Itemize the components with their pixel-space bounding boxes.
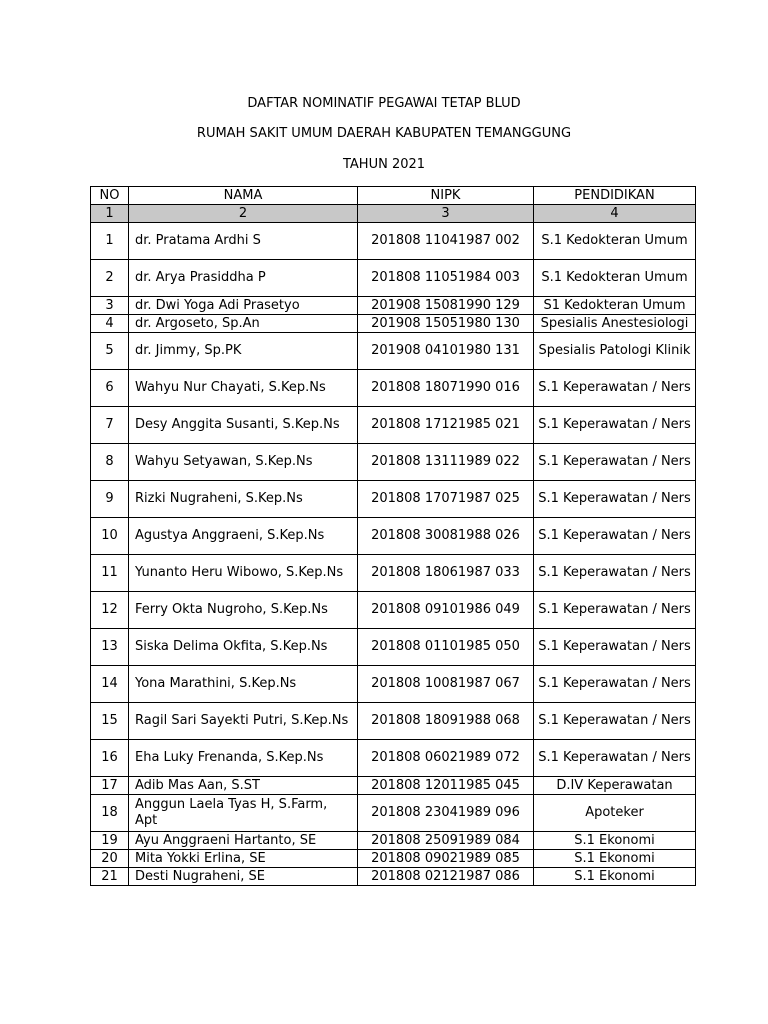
- table-row: [91, 666, 696, 703]
- row-number: 14: [91, 666, 129, 703]
- employee-name: Ferry Okta Nugroho, S.Kep.Ns: [129, 592, 358, 629]
- employee-education: S.1 Keperawatan / Ners: [534, 592, 696, 629]
- employee-nipk: 201808 09021989 085: [358, 850, 534, 868]
- employee-name: dr. Pratama Ardhi S: [129, 223, 358, 260]
- employee-nipk: 201808 13111989 022: [358, 444, 534, 481]
- row-number: 17: [91, 777, 129, 795]
- table-row: [91, 850, 696, 868]
- employee-table: [90, 186, 696, 886]
- row-number: 13: [91, 629, 129, 666]
- row-number: 15: [91, 703, 129, 740]
- employee-name: dr. Argoseto, Sp.An: [129, 315, 358, 333]
- table-row: [91, 223, 696, 260]
- employee-nipk: 201808 11051984 003: [358, 260, 534, 297]
- employee-education: S.1 Ekonomi: [534, 850, 696, 868]
- document-title-line-2: RUMAH SAKIT UMUM DAERAH KABUPATEN TEMANGGUNG: [196, 126, 572, 141]
- employee-nipk: 201808 23041989 096: [358, 795, 534, 832]
- row-number: 18: [91, 795, 129, 832]
- employee-education: D.IV Keperawatan: [534, 777, 696, 795]
- employee-nipk: 201808 12011985 045: [358, 777, 534, 795]
- employee-education: S.1 Keperawatan / Ners: [534, 370, 696, 407]
- table-row: [91, 297, 696, 315]
- employee-name: dr. Jimmy, Sp.PK: [129, 333, 358, 370]
- employee-education: S.1 Ekonomi: [534, 868, 696, 886]
- employee-nipk: 201808 10081987 067: [358, 666, 534, 703]
- employee-education: S.1 Keperawatan / Ners: [534, 481, 696, 518]
- table-row: [91, 868, 696, 886]
- row-number: 3: [91, 297, 129, 315]
- table-header-row: [91, 187, 696, 205]
- table-row: [91, 832, 696, 850]
- header-nama: NAMA: [129, 187, 358, 205]
- employee-name: dr. Dwi Yoga Adi Prasetyo: [129, 297, 358, 315]
- column-number: 2: [129, 205, 358, 223]
- employee-education: Apoteker: [534, 795, 696, 832]
- employee-education: S.1 Keperawatan / Ners: [534, 740, 696, 777]
- employee-name: Wahyu Setyawan, S.Kep.Ns: [129, 444, 358, 481]
- document-title-line-1: DAFTAR NOMINATIF PEGAWAI TETAP BLUD: [247, 96, 521, 111]
- employee-nipk: 201808 02121987 086: [358, 868, 534, 886]
- employee-name: Wahyu Nur Chayati, S.Kep.Ns: [129, 370, 358, 407]
- employee-nipk: 201808 09101986 049: [358, 592, 534, 629]
- table-row: [91, 555, 696, 592]
- employee-education: Spesialis Anestesiologi: [534, 315, 696, 333]
- row-number: 4: [91, 315, 129, 333]
- row-number: 5: [91, 333, 129, 370]
- header-pendidikan: PENDIDIKAN: [534, 187, 696, 205]
- row-number: 9: [91, 481, 129, 518]
- employee-name: Mita Yokki Erlina, SE: [129, 850, 358, 868]
- row-number: 8: [91, 444, 129, 481]
- employee-nipk: 201808 17071987 025: [358, 481, 534, 518]
- column-number: 3: [358, 205, 534, 223]
- employee-nipk: 201808 18071990 016: [358, 370, 534, 407]
- table-row: [91, 260, 696, 297]
- employee-education: Spesialis Patologi Klinik: [534, 333, 696, 370]
- column-number-row: [91, 205, 696, 223]
- employee-nipk: 201908 15051980 130: [358, 315, 534, 333]
- employee-name: Desy Anggita Susanti, S.Kep.Ns: [129, 407, 358, 444]
- table-row: [91, 740, 696, 777]
- row-number: 7: [91, 407, 129, 444]
- row-number: 1: [91, 223, 129, 260]
- table-row: [91, 795, 696, 832]
- employee-nipk: 201808 17121985 021: [358, 407, 534, 444]
- row-number: 21: [91, 868, 129, 886]
- employee-nipk: 201908 15081990 129: [358, 297, 534, 315]
- row-number: 6: [91, 370, 129, 407]
- employee-name: Agustya Anggraeni, S.Kep.Ns: [129, 518, 358, 555]
- employee-nipk: 201908 04101980 131: [358, 333, 534, 370]
- table-row: [91, 315, 696, 333]
- employee-education: S.1 Kedokteran Umum: [534, 260, 696, 297]
- employee-nipk: 201808 11041987 002: [358, 223, 534, 260]
- row-number: 20: [91, 850, 129, 868]
- header-nipk: NIPK: [358, 187, 534, 205]
- employee-education: S1 Kedokteran Umum: [534, 297, 696, 315]
- employee-name: Desti Nugraheni, SE: [129, 868, 358, 886]
- employee-education: S.1 Keperawatan / Ners: [534, 518, 696, 555]
- column-number: 1: [91, 205, 129, 223]
- employee-education: S.1 Keperawatan / Ners: [534, 444, 696, 481]
- row-number: 19: [91, 832, 129, 850]
- table-row: [91, 444, 696, 481]
- employee-nipk: 201808 18091988 068: [358, 703, 534, 740]
- employee-name: Eha Luky Frenanda, S.Kep.Ns: [129, 740, 358, 777]
- employee-education: S.1 Ekonomi: [534, 832, 696, 850]
- employee-nipk: 201808 25091989 084: [358, 832, 534, 850]
- employee-name: Yunanto Heru Wibowo, S.Kep.Ns: [129, 555, 358, 592]
- table-row: [91, 518, 696, 555]
- employee-nipk: 201808 06021989 072: [358, 740, 534, 777]
- employee-education: S.1 Keperawatan / Ners: [534, 555, 696, 592]
- employee-name: Anggun Laela Tyas H, S.Farm, Apt: [129, 795, 358, 832]
- table-row: [91, 333, 696, 370]
- row-number: 16: [91, 740, 129, 777]
- employee-nipk: 201808 18061987 033: [358, 555, 534, 592]
- employee-name: Ayu Anggraeni Hartanto, SE: [129, 832, 358, 850]
- employee-name: Rizki Nugraheni, S.Kep.Ns: [129, 481, 358, 518]
- employee-education: S.1 Keperawatan / Ners: [534, 629, 696, 666]
- employee-education: S.1 Keperawatan / Ners: [534, 407, 696, 444]
- row-number: 12: [91, 592, 129, 629]
- row-number: 11: [91, 555, 129, 592]
- employee-name: Adib Mas Aan, S.ST: [129, 777, 358, 795]
- employee-name: dr. Arya Prasiddha P: [129, 260, 358, 297]
- table-row: [91, 481, 696, 518]
- employee-name: Yona Marathini, S.Kep.Ns: [129, 666, 358, 703]
- table-row: [91, 592, 696, 629]
- employee-name: Ragil Sari Sayekti Putri, S.Kep.Ns: [129, 703, 358, 740]
- row-number: 2: [91, 260, 129, 297]
- employee-name: Siska Delima Okfita, S.Kep.Ns: [129, 629, 358, 666]
- employee-education: S.1 Keperawatan / Ners: [534, 666, 696, 703]
- table-row: [91, 777, 696, 795]
- header-no: NO: [91, 187, 129, 205]
- employee-education: S.1 Keperawatan / Ners: [534, 703, 696, 740]
- table-row: [91, 703, 696, 740]
- document-title-year: TAHUN 2021: [342, 157, 426, 172]
- employee-nipk: 201808 01101985 050: [358, 629, 534, 666]
- employee-nipk: 201808 30081988 026: [358, 518, 534, 555]
- table-row: [91, 629, 696, 666]
- row-number: 10: [91, 518, 129, 555]
- table-row: [91, 370, 696, 407]
- employee-education: S.1 Kedokteran Umum: [534, 223, 696, 260]
- column-number: 4: [534, 205, 696, 223]
- table-row: [91, 407, 696, 444]
